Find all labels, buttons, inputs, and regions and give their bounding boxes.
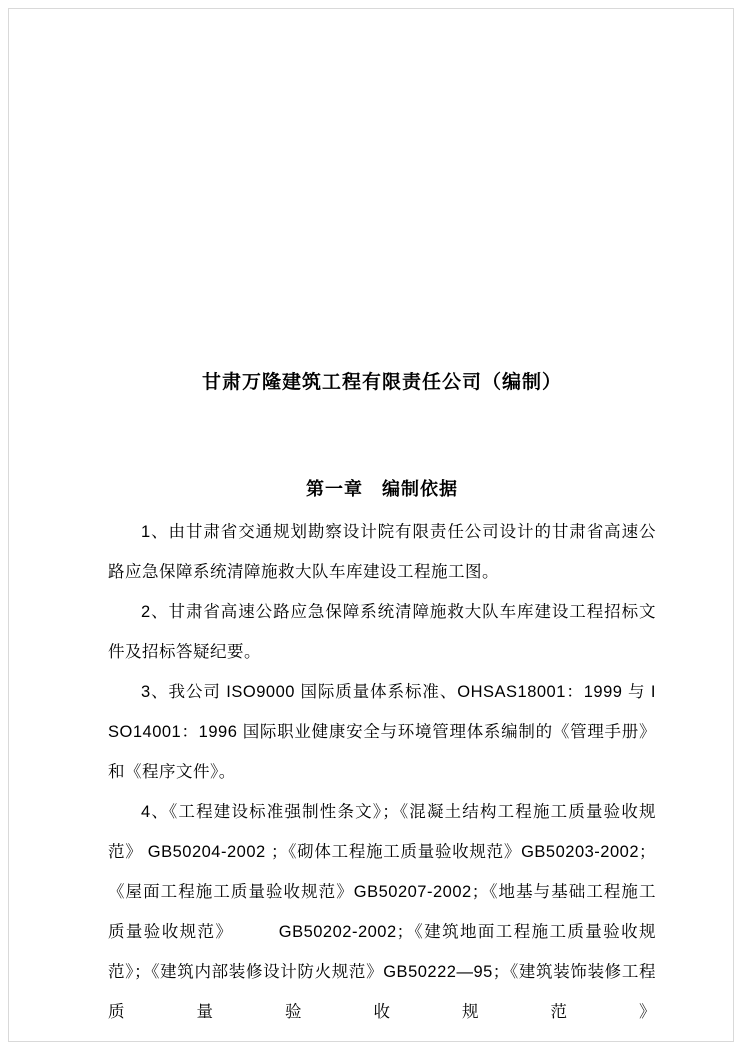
document-title: 甘肃万隆建筑工程有限责任公司（编制） bbox=[201, 372, 562, 393]
paragraph: 2、甘肃省高速公路应急保障系统清障施救大队车库建设工程招标文件及招标答疑纪要。 bbox=[108, 603, 656, 661]
paragraph: 3、我公司 ISO9000 国际质量体系标准、OHSAS18001：1999 与 ISO14001：1996 国际职业健康安全与环境管理体系编制的《管理手册》和《程序文件》。 bbox=[108, 683, 656, 781]
paragraph: 4、《工程建设标准强制性条文》；《混凝土结构工程施工质量验收规范》 GB50204-2002 ；《砌体工程施工质量验收规范》GB50203-2002；《屋面工程施工质量验收规范》GB50207-2002；《地基与基础工程施工质量验收规范》 GB50202-2002；《建筑地面工程施工质量验收规范》；《建筑内部装修设计防火规范》GB50222—95；《建筑装饰装修工程质量验收规范》 bbox=[108, 803, 656, 1021]
paragraph: 1、由甘肃省交通规划勘察设计院有限责任公司设计的甘肃省高速公路应急保障系统清障施救大队车库建设工程施工图。 bbox=[108, 523, 656, 581]
document-content bbox=[108, 370, 656, 1032]
paragraphs-container bbox=[108, 512, 656, 1032]
chapter-heading: 第一章 编制依据 bbox=[306, 479, 458, 499]
